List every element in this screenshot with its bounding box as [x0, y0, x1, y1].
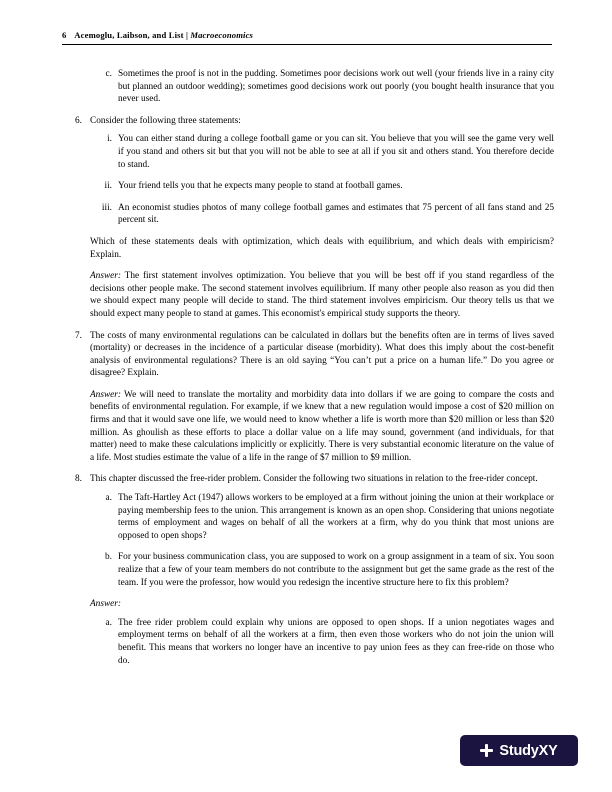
question-8-answer-label — [90, 598, 554, 611]
watermark-label: StudyXY — [499, 742, 558, 759]
studyxy-watermark[interactable] — [460, 735, 578, 766]
list-item-text: You can either stand during a college football game or you can sit. You believe that you will see the game very well if you stand and others sit but that you will not be able to see at all if you sit and others stand. You therefore decide to stand. — [118, 134, 554, 170]
question-8-stem — [75, 473, 554, 486]
list-item — [105, 617, 554, 667]
question-6-stem-text: Consider the following three statements: — [90, 115, 241, 126]
list-item-marker: ii. — [104, 181, 112, 192]
list-item-text: Your friend tells you that he expects many people to stand at football games. — [118, 181, 403, 192]
answer-text: The first statement involves optimization. You believe that you will be best off if you stand regardless of the decisions other people make. The second statement involves equilibrium. If many other people also reason as you did then we should expect many people will decide to stand. The third statement involves empiricism. Our theory tells us that we should expect many people to stand at games. This economist's empirical study supports the theory. — [90, 271, 554, 319]
answer-label: Answer: — [90, 389, 121, 400]
question-8-stem-text: This chapter discussed the free-rider problem. Consider the following two situations in relation to the free-rider concept. — [90, 474, 538, 485]
list-item-text: The free rider problem could explain why unions are opposed to open shops. If a union negotiates wages and employment terms on behalf of all the workers at a firm, then even those workers who do not join the union will benefit. This means that workers no longer have an incentive to pay union fees as they can free-ride on those who do. — [118, 617, 554, 666]
list-item — [104, 180, 554, 193]
list-item — [105, 68, 554, 106]
question-8-marker: 8. — [75, 474, 82, 485]
question-6-answer — [90, 270, 554, 320]
question-7 — [75, 330, 554, 380]
list-item-marker: b. — [105, 552, 112, 563]
list-item — [105, 551, 554, 589]
answer-text: We will need to translate the mortality and morbidity data into dollars if we are going to compare the costs and benefits of environmental regulation. For example, if we knew that a new regulation would impose a cost of $20 million on firms and that it would save one life, we would need to know whether a life is worth more than $20 million or less than $20 million. As ghoulish as these efforts to place a dollar value on a life may sound, government (and individuals, for that matter) need to make these calculations implicitly or explicitly. There is very substantial economic literature on the value of a life. Most studies estimate the value of a life in the range of $7 million to $9 million. — [90, 389, 554, 463]
list-item-marker: c. — [105, 69, 112, 79]
header-authors: Acemoglu, Laibson, and List — [74, 30, 184, 40]
header-separator: | — [185, 30, 188, 40]
question-7-marker: 7. — [75, 330, 82, 341]
list-item-marker: a. — [105, 617, 112, 628]
list-item — [101, 202, 554, 227]
list-item — [107, 133, 554, 171]
header-book-title: Macroeconomics — [190, 30, 254, 40]
question-6-stem — [75, 115, 554, 128]
list-item — [105, 492, 554, 542]
answer-label: Answer: — [90, 599, 121, 610]
header-page-number: 6 — [62, 30, 67, 40]
page-header — [62, 30, 552, 45]
question-7-text: The costs of many environmental regulations can be calculated in dollars but the benefits often are in terms of lives saved (mortality) or decreases in the incidence of a particular disease (morbidity). What does this imply about the cost-benefit analysis of environmental regulations? There is an old saying “You can’t put a price on a human life.” Do you agree or disagree? Explain. — [90, 330, 554, 379]
list-item-text: For your business communication class, you are supposed to work on a group assignment in a team of six. You soon realize that a few of your team members do not contribute to the assignment but get the same grade as the rest of the team. If you were the professor, how would you redesign the incentive structure here to fix this problem? — [118, 552, 554, 588]
question-6-marker: 6. — [75, 115, 82, 126]
list-item-marker: iii. — [101, 202, 112, 213]
question-6-closing-text: Which of these statements deals with optimization, which deals with equilibrium, and which deals with empiricism? Explain. — [90, 236, 554, 260]
list-item-text: The Taft-Hartley Act (1947) allows workers to be employed at a firm without joining the union at their workplace or paying membership fees to the union. This arrangement is known as an open shop. Considering that unions negotiate terms of employment and wages on behalf of all the workers at a firm, why do you think that most unions are opposed to open shops? — [118, 493, 554, 541]
question-6-closing — [90, 236, 554, 261]
list-item-text: An economist studies photos of many college football games and estimates that 75 percent of all fans stand and 25 percent sit. — [118, 202, 554, 226]
page-content — [62, 68, 554, 676]
list-item-text: Sometimes the proof is not in the pudding. Sometimes poor decisions work out well (your friends live in a rainy city but planned an outdoor wedding); sometimes good decisions work out poorly (you bought health insurance that you never used. — [118, 69, 554, 105]
list-item-marker: i. — [107, 134, 112, 145]
question-7-answer — [90, 389, 554, 465]
plus-icon — [480, 744, 493, 757]
list-item-marker: a. — [105, 493, 112, 504]
answer-label: Answer: — [90, 271, 121, 282]
